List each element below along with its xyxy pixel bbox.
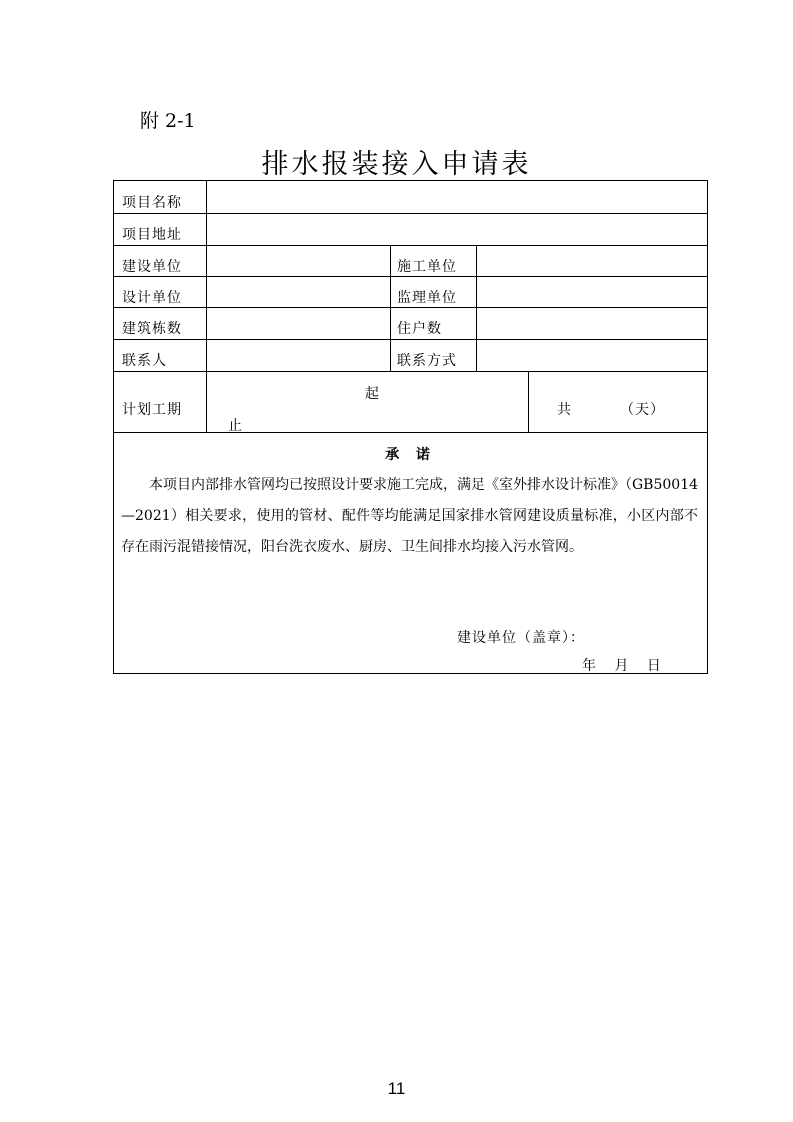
form-title: 排水报装接入申请表 bbox=[261, 149, 532, 180]
label-design-unit: 设计单位 bbox=[122, 290, 182, 306]
promise-title: 承 诺 bbox=[385, 447, 436, 463]
col-divider bbox=[390, 245, 391, 371]
promise-body: 本项目内部排水管网均已按照设计要求施工完成，满足《室外排水设计标准》（GB50014—2021）相关要求，使用的管材、配件等均能满足国家排水管网建设质量标准，小区内部不存在雨污混错接情况，阳台洗衣废水、厨房、卫生间排水均接入污水管网。 bbox=[121, 477, 699, 555]
label-building-count: 建筑栋数 bbox=[122, 321, 182, 337]
label-contact-person: 联系人 bbox=[122, 353, 167, 369]
col-divider bbox=[528, 371, 529, 432]
label-plan-period: 计划工期 bbox=[122, 402, 182, 418]
annex-label: 附 2-1 bbox=[140, 110, 196, 132]
label-total: 共 bbox=[557, 402, 572, 418]
label-build-unit: 建设单位 bbox=[122, 259, 182, 275]
label-end: 止 bbox=[228, 418, 243, 434]
signature-date: 年 月 日 bbox=[582, 658, 661, 674]
label-contact-method: 联系方式 bbox=[397, 353, 457, 369]
col-divider bbox=[206, 181, 207, 432]
row-divider bbox=[114, 245, 707, 246]
application-form bbox=[113, 180, 708, 674]
row-divider bbox=[114, 339, 707, 340]
row-divider bbox=[114, 307, 707, 308]
label-start: 起 bbox=[365, 386, 380, 402]
signature-unit: 建设单位（盖章）： bbox=[457, 630, 585, 646]
label-supervision-unit: 监理单位 bbox=[397, 290, 457, 306]
label-construction-unit: 施工单位 bbox=[397, 259, 457, 275]
label-days: （天） bbox=[620, 402, 665, 418]
label-project-name: 项目名称 bbox=[122, 195, 182, 211]
row-divider bbox=[114, 432, 707, 433]
label-project-address: 项目地址 bbox=[122, 227, 182, 243]
label-household-count: 住户数 bbox=[397, 321, 442, 337]
row-divider bbox=[114, 371, 707, 372]
page-number: 11 bbox=[387, 1079, 406, 1098]
col-divider bbox=[476, 245, 477, 371]
row-divider bbox=[114, 213, 707, 214]
row-divider bbox=[114, 276, 707, 277]
